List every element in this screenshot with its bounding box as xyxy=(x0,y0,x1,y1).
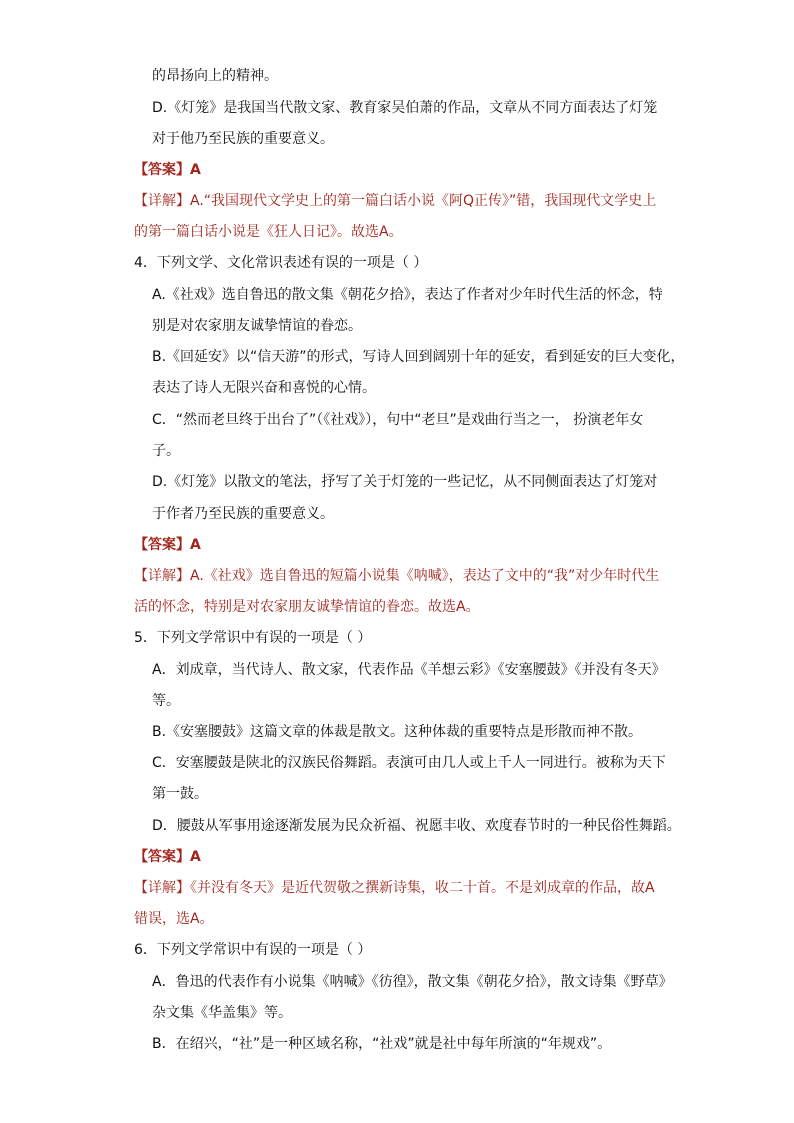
answer-label: 【答案】A xyxy=(134,162,201,178)
question-5: 5．下列文学常识中有误的一项是（ ） xyxy=(134,630,372,646)
option-b: B.《安塞腰鼓》这篇文章的体裁是散文。这种体裁的重要特点是形散而神不散。 xyxy=(152,724,643,740)
option-d: D.《灯笼》以散文的笔法，抒写了关于灯笼的一些记忆，从不同侧面表达了灯笼对 xyxy=(152,474,658,490)
explanation: 活的怀念，特别是对农家朋友诚挚情谊的眷恋。故选A。 xyxy=(134,599,480,615)
explanation: 【详解】A.《社戏》选自鲁迅的短篇小说集《呐喊》，表达了文中的“我”对少年时代生 xyxy=(134,568,660,584)
explanation: 的第一篇白话小说是《狂人日记》。故选A。 xyxy=(134,224,403,240)
explanation: 【详解】《并没有冬天》是近代贺敬之撰新诗集，收二十首。不是刘成章的作品，故A xyxy=(134,880,655,896)
option-a: A．鲁迅的代表作有小说集《呐喊》《彷徨》，散文集《朝花夕拾》，散文诗集《野草》 xyxy=(152,974,673,990)
text-line: 子。 xyxy=(152,443,180,459)
answer-label: 【答案】A xyxy=(134,849,201,865)
option-b: B.《回延安》以“信天游”的形式，写诗人回到阔别十年的延安，看到延安的巨大变化， xyxy=(152,349,685,365)
option-d: D．腰鼓从军事用途逐渐发展为民众祈福、祝愿丰收、欢度春节时的一种民俗性舞蹈。 xyxy=(152,818,681,834)
answer-label: 【答案】A xyxy=(134,537,201,553)
explanation: 错误，选A。 xyxy=(134,911,214,927)
text-line: 对于他乃至民族的重要意义。 xyxy=(152,131,334,147)
text-line: 等。 xyxy=(152,693,180,709)
text-line: 表达了诗人无限兴奋和喜悦的心情。 xyxy=(152,380,376,396)
text-line: 于作者乃至民族的重要意义。 xyxy=(152,506,334,522)
text-line: 的昂扬向上的精神。 xyxy=(152,68,278,84)
option-c: C．“然而老旦终于出台了”（《社戏》），句中“老旦”是戏曲行当之一， 扮演老年女 xyxy=(152,412,644,428)
option-a: A.《社戏》选自鲁迅的散文集《朝花夕拾》，表达了作者对少年时代生活的怀念，特 xyxy=(152,287,663,303)
option-d: D.《灯笼》是我国当代散文家、教育家吴伯萧的作品，文章从不同方面表达了灯笼 xyxy=(152,100,658,116)
text-line: 第一鼓。 xyxy=(152,786,208,802)
option-a: A．刘成章，当代诗人、散文家，代表作品《羊想云彩》《安塞腰鼓》《并没有冬天》 xyxy=(152,662,666,678)
text-line: 杂文集《华盖集》等。 xyxy=(152,1005,292,1021)
question-6: 6．下列文学常识中有误的一项是（ ） xyxy=(134,942,372,958)
option-c: C．安塞腰鼓是陕北的汉族民俗舞蹈。表演可由几人或上千人一同进行。被称为天下 xyxy=(152,755,666,771)
text-line: 别是对农家朋友诚挚情谊的眷恋。 xyxy=(152,318,362,334)
option-b: B．在绍兴，“社”是一种区域名称，“社戏”就是社中每年所演的“年规戏”。 xyxy=(152,1036,612,1052)
question-4: 4．下列文学、文化常识表述有误的一项是（ ） xyxy=(134,255,428,271)
explanation: 【详解】A.“我国现代文学史上的第一篇白话小说《阿Q正传》”错，我国现代文学史上 xyxy=(134,193,657,209)
